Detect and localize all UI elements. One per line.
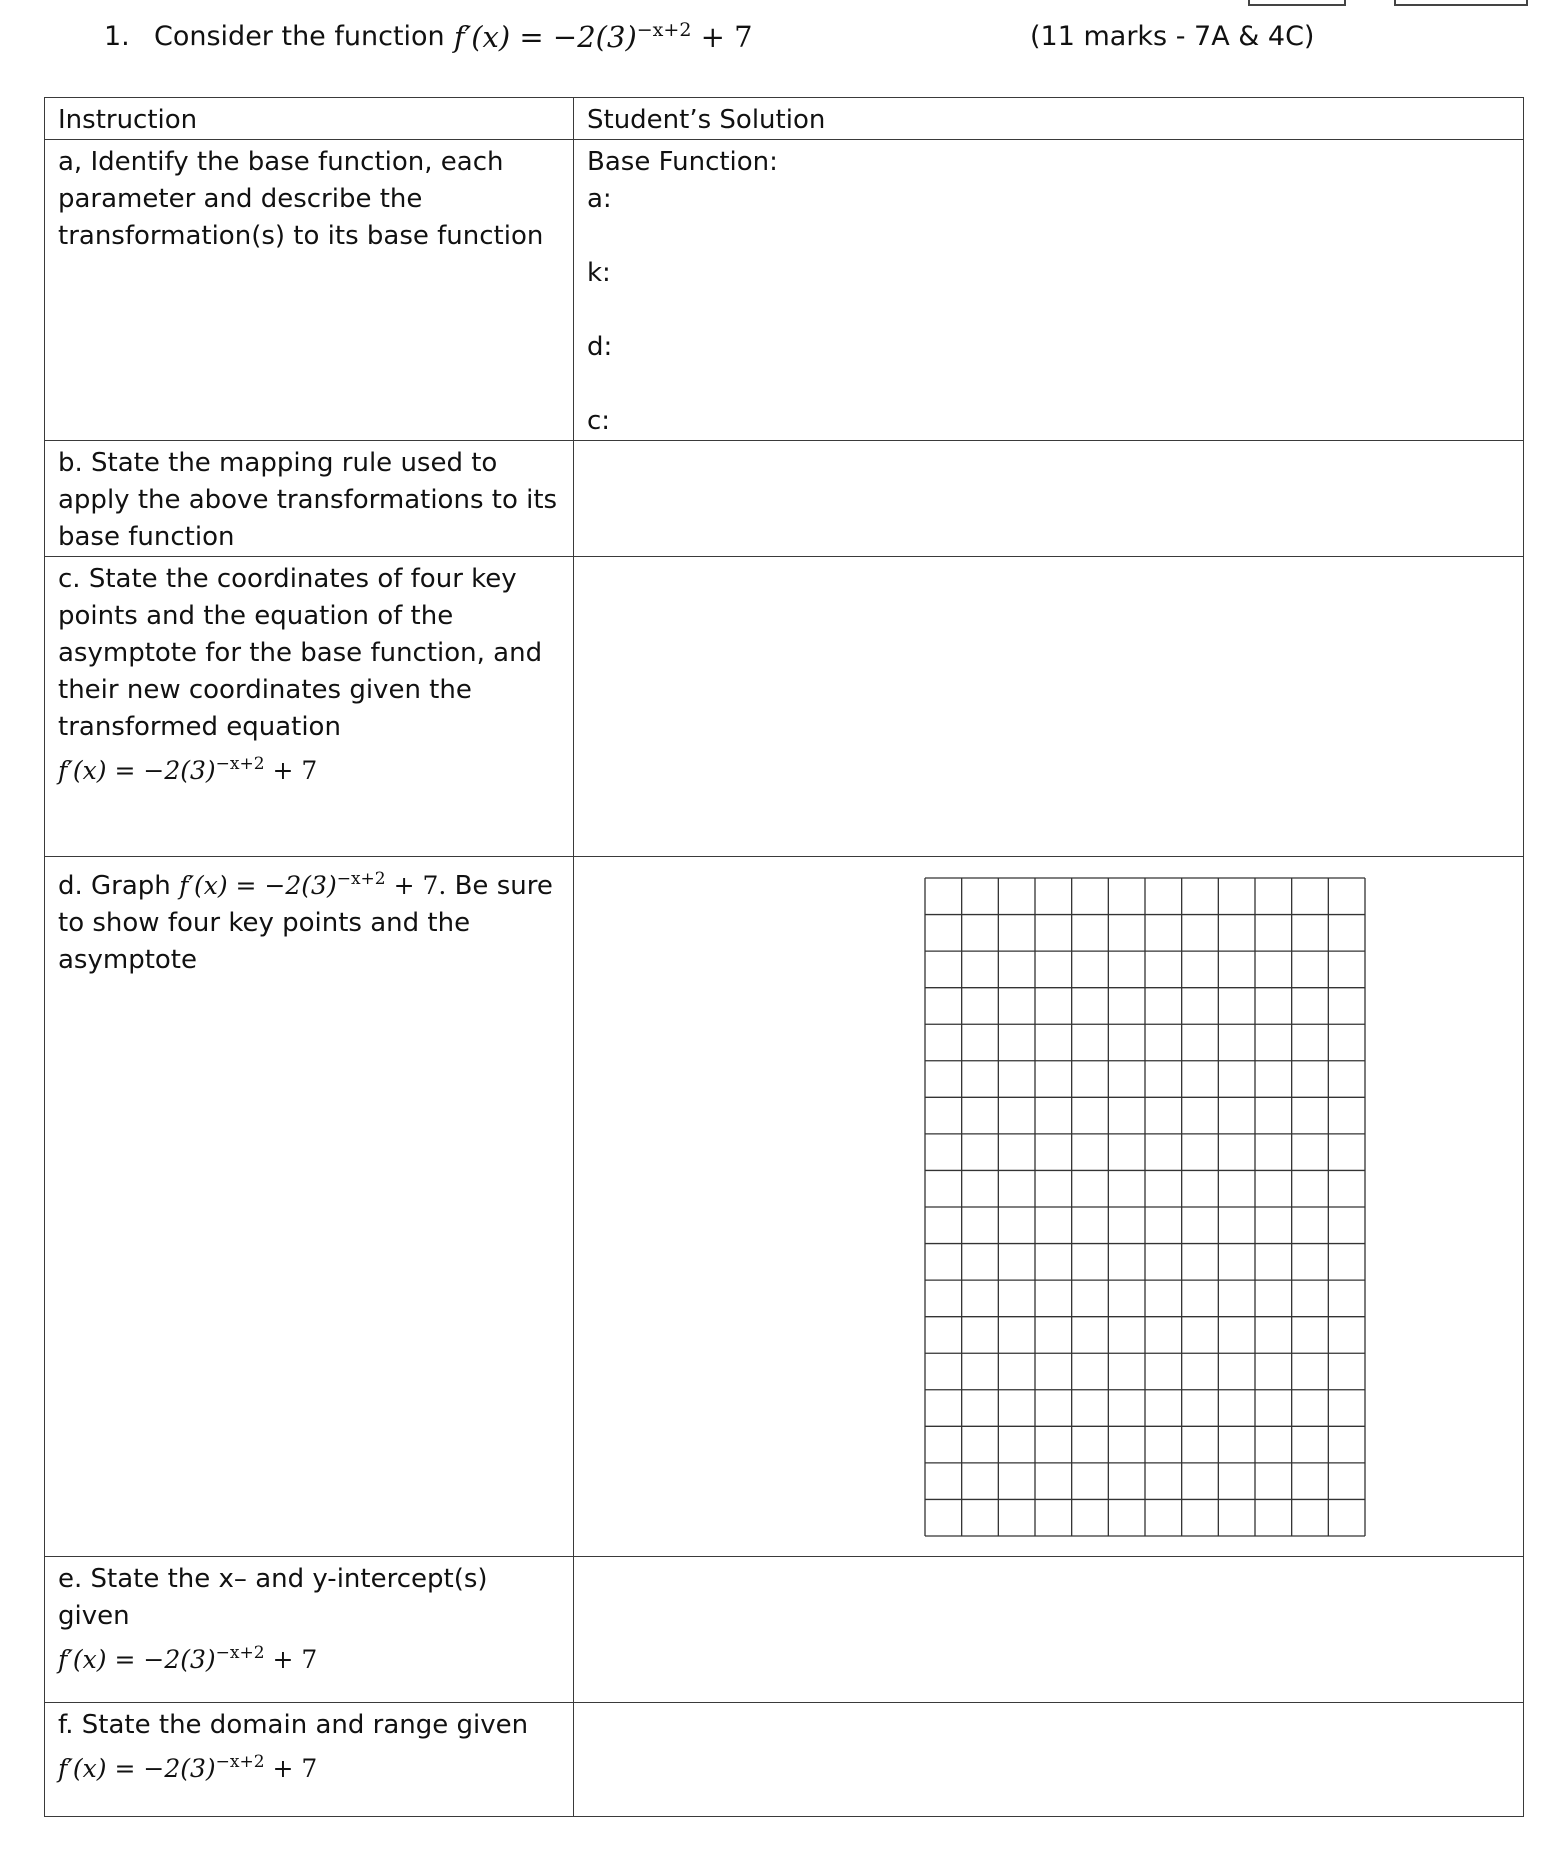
question-prefix: Consider the function — [154, 20, 445, 52]
solution-header: Student’s Solution — [574, 98, 1524, 140]
solution-d[interactable] — [574, 857, 1524, 1557]
e-eq-rhs: + 7 — [264, 1645, 318, 1674]
row-d — [45, 857, 1524, 1557]
instruction-d — [45, 857, 574, 1557]
instruction-c-text: c. State the coordinates of four key points and the equation of the asymptote for the base function, and their new coordinates given the transformed equation — [58, 564, 543, 742]
solution-a[interactable] — [574, 140, 1524, 441]
c-eq-rhs: + 7 — [264, 756, 318, 785]
instruction-d-equation — [179, 871, 446, 900]
f-eq-rhs: + 7 — [264, 1754, 318, 1783]
instruction-e-equation — [58, 1635, 560, 1678]
row-a — [45, 140, 1524, 441]
d-eq-rhs: + 7. — [385, 871, 447, 900]
solution-b[interactable] — [574, 441, 1524, 557]
header-box-right — [1394, 0, 1528, 6]
f-eq-lhs: f′(x) = −2(3) — [58, 1754, 216, 1783]
instruction-f-equation — [58, 1744, 560, 1787]
base-function-label: Base Function: — [587, 147, 778, 177]
parameter-c-label: c: — [587, 406, 611, 436]
c-eq-lhs: f′(x) = −2(3) — [58, 756, 216, 785]
e-eq-exp: −x+2 — [215, 1643, 265, 1663]
parameter-d-label: d: — [587, 332, 613, 362]
marks-label: (11 marks - 7A & 4C) — [1030, 20, 1315, 52]
instruction-f-text: f. State the domain and range given — [58, 1710, 529, 1740]
row-b — [45, 441, 1524, 557]
question-number: 1. — [104, 20, 130, 52]
row-e — [45, 1557, 1524, 1703]
instruction-e-text: e. State the x– and y-intercept(s) given — [58, 1564, 488, 1631]
row-c — [45, 557, 1524, 857]
instruction-c — [45, 557, 574, 857]
worksheet-table — [44, 97, 1524, 1817]
question-line — [104, 14, 1552, 58]
function-exponent: −x+2 — [636, 18, 692, 41]
header-box-left — [1248, 0, 1346, 6]
c-eq-exp: −x+2 — [215, 754, 265, 774]
instruction-b: b. State the mapping rule used to apply the above transformations to its base function — [45, 441, 574, 557]
table-header-row — [45, 98, 1524, 140]
instruction-header: Instruction — [45, 98, 574, 140]
graph-paper-grid[interactable] — [924, 877, 1366, 1537]
function-lhs: f′(x) = −2(3) — [453, 19, 637, 54]
instruction-f — [45, 1703, 574, 1817]
instruction-a: a, Identify the base function, each parameter and describe the transformation(s) to its base function — [45, 140, 574, 441]
parameter-k-label: k: — [587, 258, 611, 288]
solution-e[interactable] — [574, 1557, 1524, 1703]
row-f — [45, 1703, 1524, 1817]
function-rhs: + 7 — [691, 19, 753, 54]
solution-f[interactable] — [574, 1703, 1524, 1817]
e-eq-lhs: f′(x) = −2(3) — [58, 1645, 216, 1674]
d-suffix: Be sure to show four key points and the asymptote — [58, 871, 553, 975]
d-eq-exp: −x+2 — [336, 869, 386, 889]
solution-c[interactable] — [574, 557, 1524, 857]
f-eq-exp: −x+2 — [215, 1752, 265, 1772]
d-prefix: d. Graph — [58, 871, 171, 901]
d-eq-lhs: f′(x) = −2(3) — [179, 871, 337, 900]
instruction-c-equation — [58, 746, 560, 789]
question-function — [445, 19, 753, 54]
instruction-e — [45, 1557, 574, 1703]
parameter-a-label: a: — [587, 184, 612, 214]
